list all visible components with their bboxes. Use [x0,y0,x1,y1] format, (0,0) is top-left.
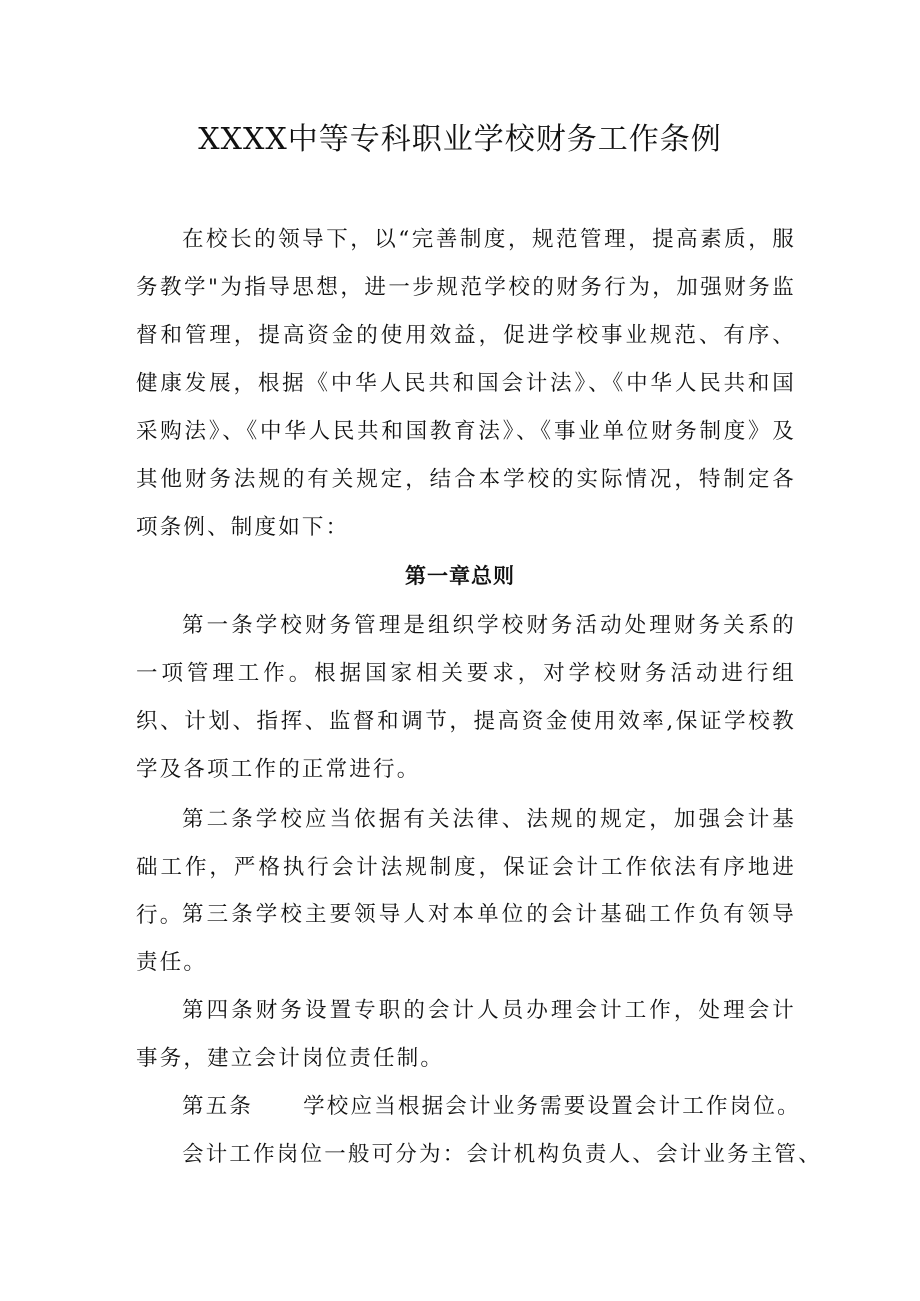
article-3: 第三条学校主要领导人对本单位的会计基础工作负有领导责任。 [136,902,796,975]
chapter-heading: 第一章总则 [405,564,515,588]
article-5-text: 学校应当根据会计业务需要设置会计工作岗位。 [303,1094,801,1119]
article-5 [136,1083,801,1131]
article-4: 第四条财务设置专职的会计人员办理会计工作，处理会计事务，建立会计岗位责任制。 [136,998,796,1071]
intro-paragraph: 在校长的领导下，以“完善制度，规范管理，提高素质，服务教学"为指导思想，进一步规范学校的财务行为，加强财务监督和管理，提高资金的使用效益，促进学校事业规范、有序、健康发展，根据《中华人民共和国会计法》、《中华人民共和国采购法》、《中华人民共和国教育法》、《事业单位财务制度》及其他财务法规的有关规定，结合本学校的实际情况，特制定各项条例、制度如下： [136,227,796,540]
article-5-continuation: 会计工作岗位一般可分为：会计机构负责人、会计业务主管、 [182,1142,822,1167]
article-5-label: 第五条 [182,1094,254,1119]
document-title: XXXX中等专科职业学校财务工作条例 [198,122,722,157]
article-1: 第一条学校财务管理是组织学校财务活动处理财务关系的一项管理工作。根据国家相关要求，对学校财务活动进行组织、计划、指挥、监督和调节，提高资金使用效率,保证学校教学及各项工作的正常进行。 [136,613,796,782]
article-2: 第二条学校应当依据有关法律、法规的规定，加强会计基础工作，严格执行会计法规制度，保证会计工作依法有序地进行。 [136,807,796,928]
